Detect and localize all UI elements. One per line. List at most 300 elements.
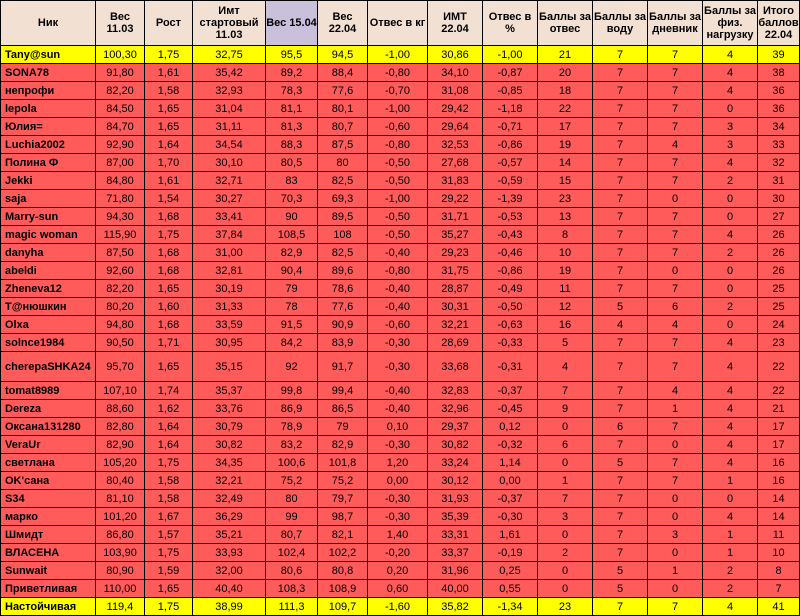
table-cell: 37,84 xyxy=(193,226,266,244)
table-cell: 32,83 xyxy=(428,382,483,400)
table-cell: 23 xyxy=(538,190,593,208)
table-cell: 7 xyxy=(593,598,648,616)
table-cell: -0,40 xyxy=(368,400,428,418)
table-cell: 2 xyxy=(703,172,758,190)
table-cell: 94,5 xyxy=(318,46,368,64)
table-cell: 7 xyxy=(648,352,703,382)
table-cell: 7 xyxy=(593,154,648,172)
table-cell: 1,61 xyxy=(145,172,193,190)
table-cell: -0,71 xyxy=(483,118,538,136)
table-row xyxy=(1,418,800,436)
table-cell: 88,3 xyxy=(266,136,318,154)
cell-nick: cherepaSHKA24 xyxy=(1,352,96,382)
table-cell: 94,80 xyxy=(96,316,145,334)
table-cell: 30,82 xyxy=(193,436,266,454)
table-cell: 36,29 xyxy=(193,508,266,526)
table-cell: 1,57 xyxy=(145,526,193,544)
table-cell: 33,76 xyxy=(193,400,266,418)
table-cell: 23 xyxy=(538,598,593,616)
table-cell: 12 xyxy=(538,298,593,316)
table-cell: 32,49 xyxy=(193,490,266,508)
table-cell: 30,10 xyxy=(193,154,266,172)
table-cell: 1,58 xyxy=(145,490,193,508)
table-cell: 3 xyxy=(703,136,758,154)
table-row xyxy=(1,544,800,562)
table-cell: 7 xyxy=(648,118,703,136)
table-cell: 1,75 xyxy=(145,454,193,472)
table-cell: 8 xyxy=(758,562,800,580)
cell-nick: VeraUr xyxy=(1,436,96,454)
table-cell: 90,4 xyxy=(266,262,318,280)
table-cell: 36 xyxy=(758,82,800,100)
table-cell: 91,7 xyxy=(318,352,368,382)
table-cell: 2 xyxy=(703,298,758,316)
table-row xyxy=(1,100,800,118)
cell-nick: tomat8989 xyxy=(1,382,96,400)
cell-nick: danyha xyxy=(1,244,96,262)
table-cell: 5 xyxy=(593,580,648,598)
table-cell: -0,33 xyxy=(483,334,538,352)
table-cell: 29,64 xyxy=(428,118,483,136)
table-cell: 11 xyxy=(538,280,593,298)
table-cell: 86,5 xyxy=(318,400,368,418)
table-cell: 5 xyxy=(538,334,593,352)
table-cell: 7 xyxy=(648,334,703,352)
table-cell: -0,40 xyxy=(368,298,428,316)
table-cell: 38,99 xyxy=(193,598,266,616)
table-cell: 34 xyxy=(758,118,800,136)
table-cell: 14 xyxy=(758,490,800,508)
table-row xyxy=(1,298,800,316)
table-cell: 81,10 xyxy=(96,490,145,508)
table-row xyxy=(1,400,800,418)
table-cell: 16 xyxy=(538,316,593,334)
cell-nick: Luchia2002 xyxy=(1,136,96,154)
table-cell: -0,37 xyxy=(483,490,538,508)
header-bmi-now: ИМТ 22.04 xyxy=(428,1,483,46)
table-cell: 91,5 xyxy=(266,316,318,334)
table-cell: 0 xyxy=(648,508,703,526)
table-cell: 2 xyxy=(703,562,758,580)
table-cell: 7 xyxy=(538,382,593,400)
table-cell: 83,2 xyxy=(266,436,318,454)
table-row xyxy=(1,154,800,172)
table-cell: 0 xyxy=(538,562,593,580)
table-cell: 31,96 xyxy=(428,562,483,580)
table-cell: 4 xyxy=(703,334,758,352)
table-row xyxy=(1,316,800,334)
table-cell: -0,63 xyxy=(483,316,538,334)
table-cell: 84,70 xyxy=(96,118,145,136)
table-cell: 30,27 xyxy=(193,190,266,208)
table-cell: 80,1 xyxy=(318,100,368,118)
table-cell: 82,5 xyxy=(318,244,368,262)
table-cell: 108,3 xyxy=(266,580,318,598)
table-cell: -0,60 xyxy=(368,118,428,136)
table-cell: 35,37 xyxy=(193,382,266,400)
table-row xyxy=(1,454,800,472)
table-cell: -0,40 xyxy=(368,244,428,262)
table-cell: 31,33 xyxy=(193,298,266,316)
table-cell: 111,3 xyxy=(266,598,318,616)
table-cell: 4 xyxy=(703,418,758,436)
table-cell: 1,61 xyxy=(145,64,193,82)
table-cell: -0,49 xyxy=(483,280,538,298)
cell-nick: Olxa xyxy=(1,316,96,334)
table-cell: 30,82 xyxy=(428,436,483,454)
table-cell: 32,21 xyxy=(428,316,483,334)
table-cell: 1,62 xyxy=(145,400,193,418)
table-cell: 17 xyxy=(758,436,800,454)
table-cell: 75,2 xyxy=(266,472,318,490)
table-cell: 7 xyxy=(593,436,648,454)
table-cell: 7 xyxy=(593,544,648,562)
table-cell: -0,30 xyxy=(368,490,428,508)
table-cell: 1,20 xyxy=(368,454,428,472)
table-cell: 27,68 xyxy=(428,154,483,172)
table-cell: -1,18 xyxy=(483,100,538,118)
table-cell: 89,5 xyxy=(318,208,368,226)
table-cell: 99,8 xyxy=(266,382,318,400)
table-cell: 0,20 xyxy=(368,562,428,580)
table-cell: 0 xyxy=(538,454,593,472)
table-cell: 2 xyxy=(703,580,758,598)
table-cell: 33,93 xyxy=(193,544,266,562)
table-cell: 6 xyxy=(648,298,703,316)
table-cell: 8 xyxy=(538,226,593,244)
table-cell: 80,8 xyxy=(318,562,368,580)
table-row xyxy=(1,334,800,352)
table-cell: 87,00 xyxy=(96,154,145,172)
table-cell: 13 xyxy=(538,208,593,226)
table-cell: 4 xyxy=(703,598,758,616)
table-cell: 30,79 xyxy=(193,418,266,436)
table-cell: 87,5 xyxy=(318,136,368,154)
cell-nick: Tany@sun xyxy=(1,46,96,64)
table-cell: 0 xyxy=(648,190,703,208)
cell-nick: Jekki xyxy=(1,172,96,190)
table-cell: 7 xyxy=(593,172,648,190)
table-cell: -0,50 xyxy=(368,208,428,226)
table-cell: 33,31 xyxy=(428,526,483,544)
table-cell: 29,23 xyxy=(428,244,483,262)
table-cell: 1,59 xyxy=(145,562,193,580)
table-cell: 1 xyxy=(648,562,703,580)
header-loss-kg: Отвес в кг xyxy=(368,1,428,46)
table-cell: 7 xyxy=(593,82,648,100)
cell-nick: S34 xyxy=(1,490,96,508)
cell-nick: Zheneva12 xyxy=(1,280,96,298)
table-cell: 92,60 xyxy=(96,262,145,280)
table-cell: 34,54 xyxy=(193,136,266,154)
table-cell: 4 xyxy=(703,64,758,82)
table-cell: 4 xyxy=(703,46,758,64)
table-cell: 7 xyxy=(648,598,703,616)
table-cell: 35,42 xyxy=(193,64,266,82)
table-cell: 7 xyxy=(593,136,648,154)
table-cell: 84,80 xyxy=(96,172,145,190)
table-cell: -0,20 xyxy=(368,544,428,562)
table-cell: 40,00 xyxy=(428,580,483,598)
table-cell: 32 xyxy=(758,154,800,172)
table-cell: 100,30 xyxy=(96,46,145,64)
table-cell: 5 xyxy=(593,562,648,580)
table-cell: 30,95 xyxy=(193,334,266,352)
table-cell: -0,50 xyxy=(368,172,428,190)
table-row xyxy=(1,598,800,616)
table-cell: 4 xyxy=(703,436,758,454)
table-cell: 14 xyxy=(538,154,593,172)
table-cell: 1,60 xyxy=(145,298,193,316)
cell-nick: saja xyxy=(1,190,96,208)
table-cell: -0,86 xyxy=(483,136,538,154)
table-cell: 98,7 xyxy=(318,508,368,526)
table-cell: 17 xyxy=(538,118,593,136)
table-cell: 1,65 xyxy=(145,100,193,118)
table-cell: 82,9 xyxy=(318,436,368,454)
table-cell: 31,83 xyxy=(428,172,483,190)
table-cell: 22 xyxy=(758,352,800,382)
table-cell: 33,68 xyxy=(428,352,483,382)
table-cell: 7 xyxy=(593,382,648,400)
table-cell: 0,25 xyxy=(483,562,538,580)
table-cell: 3 xyxy=(648,526,703,544)
table-cell: 109,7 xyxy=(318,598,368,616)
table-cell: 7 xyxy=(648,64,703,82)
table-cell: 79,7 xyxy=(318,490,368,508)
table-cell: 1,65 xyxy=(145,118,193,136)
table-cell: 78 xyxy=(266,298,318,316)
table-cell: 1,64 xyxy=(145,136,193,154)
table-cell: -0,59 xyxy=(483,172,538,190)
table-cell: 95,5 xyxy=(266,46,318,64)
table-cell: 75,2 xyxy=(318,472,368,490)
table-cell: 22 xyxy=(758,382,800,400)
table-body xyxy=(1,46,800,616)
table-cell: 89,6 xyxy=(318,262,368,280)
table-cell: -0,86 xyxy=(483,262,538,280)
table-cell: 82,20 xyxy=(96,82,145,100)
table-cell: 1,64 xyxy=(145,436,193,454)
table-cell: 86,9 xyxy=(266,400,318,418)
table-row xyxy=(1,172,800,190)
table-cell: 7 xyxy=(593,244,648,262)
table-row xyxy=(1,118,800,136)
table-row xyxy=(1,436,800,454)
table-cell: -0,50 xyxy=(368,154,428,172)
table-cell: 1,68 xyxy=(145,208,193,226)
table-cell: 0,55 xyxy=(483,580,538,598)
table-cell: 16 xyxy=(758,454,800,472)
table-cell: 10 xyxy=(538,244,593,262)
header-points-exercise: Баллы за физ. нагрузку xyxy=(703,1,758,46)
cell-nick: Приветливая xyxy=(1,580,96,598)
table-cell: -0,30 xyxy=(483,508,538,526)
table-cell: 39 xyxy=(758,46,800,64)
table-cell: 101,8 xyxy=(318,454,368,472)
table-cell: -0,80 xyxy=(368,64,428,82)
table-cell: 26 xyxy=(758,226,800,244)
table-cell: 1,58 xyxy=(145,82,193,100)
header-bmi-start: Имт стартовый 11.03 xyxy=(193,1,266,46)
table-cell: 32,81 xyxy=(193,262,266,280)
table-cell: 1,71 xyxy=(145,334,193,352)
table-cell: 18 xyxy=(538,82,593,100)
table-cell: -0,37 xyxy=(483,382,538,400)
cell-nick: Sunwait xyxy=(1,562,96,580)
table-cell: 32,93 xyxy=(193,82,266,100)
table-cell: 0 xyxy=(648,544,703,562)
table-row xyxy=(1,490,800,508)
header-row xyxy=(1,1,800,46)
table-cell: 119,4 xyxy=(96,598,145,616)
table-cell: 19 xyxy=(538,136,593,154)
cell-nick: OK'сана xyxy=(1,472,96,490)
table-cell: 89,2 xyxy=(266,64,318,82)
table-cell: 32,75 xyxy=(193,46,266,64)
table-cell: 82,1 xyxy=(318,526,368,544)
table-cell: 4 xyxy=(703,154,758,172)
cell-nick: Оксана131280 xyxy=(1,418,96,436)
table-cell: 30,86 xyxy=(428,46,483,64)
table-cell: 0 xyxy=(538,418,593,436)
table-cell: 7 xyxy=(593,100,648,118)
table-cell: 33,41 xyxy=(193,208,266,226)
table-cell: 30,31 xyxy=(428,298,483,316)
table-cell: 86,80 xyxy=(96,526,145,544)
table-cell: 99,4 xyxy=(318,382,368,400)
table-cell: 107,10 xyxy=(96,382,145,400)
table-row xyxy=(1,262,800,280)
table-cell: 1,68 xyxy=(145,244,193,262)
table-cell: 29,22 xyxy=(428,190,483,208)
table-cell: 1 xyxy=(703,526,758,544)
table-cell: 33,24 xyxy=(428,454,483,472)
table-row xyxy=(1,352,800,382)
table-cell: 31,71 xyxy=(428,208,483,226)
table-cell: 99 xyxy=(266,508,318,526)
table-cell: 83,9 xyxy=(318,334,368,352)
table-cell: 7 xyxy=(648,280,703,298)
table-cell: 4 xyxy=(703,82,758,100)
table-cell: 102,4 xyxy=(266,544,318,562)
table-cell: -1,60 xyxy=(368,598,428,616)
table-cell: 0 xyxy=(703,316,758,334)
table-cell: 1,68 xyxy=(145,262,193,280)
table-cell: 90,9 xyxy=(318,316,368,334)
table-cell: 0 xyxy=(538,580,593,598)
header-points-loss: Баллы за отвес xyxy=(538,1,593,46)
table-cell: 80,6 xyxy=(266,562,318,580)
table-cell: 5 xyxy=(593,454,648,472)
table-cell: 28,87 xyxy=(428,280,483,298)
table-cell: 7 xyxy=(593,472,648,490)
table-cell: -0,80 xyxy=(368,136,428,154)
table-cell: 7 xyxy=(593,226,648,244)
table-cell: 17 xyxy=(758,418,800,436)
table-cell: 77,6 xyxy=(318,298,368,316)
table-cell: 20 xyxy=(538,64,593,82)
table-cell: 41 xyxy=(758,598,800,616)
table-cell: 7 xyxy=(593,46,648,64)
table-cell: 7 xyxy=(648,208,703,226)
table-cell: -1,39 xyxy=(483,190,538,208)
table-cell: 7 xyxy=(593,190,648,208)
table-cell: 31,93 xyxy=(428,490,483,508)
table-cell: 4 xyxy=(648,316,703,334)
cell-nick: Dereza xyxy=(1,400,96,418)
table-cell: 100,6 xyxy=(266,454,318,472)
table-cell: 6 xyxy=(593,418,648,436)
cell-nick: lepola xyxy=(1,100,96,118)
table-cell: 83 xyxy=(266,172,318,190)
table-cell: -0,70 xyxy=(368,82,428,100)
table-row xyxy=(1,526,800,544)
table-cell: 33,37 xyxy=(428,544,483,562)
table-cell: 0 xyxy=(538,526,593,544)
table-cell: 0 xyxy=(703,262,758,280)
cell-nick: T@нюшкин xyxy=(1,298,96,316)
table-cell: 80,40 xyxy=(96,472,145,490)
table-row xyxy=(1,508,800,526)
table-cell: 0 xyxy=(703,280,758,298)
table-cell: 4 xyxy=(538,352,593,382)
table-cell: 7 xyxy=(648,100,703,118)
table-cell: 6 xyxy=(538,436,593,454)
table-cell: 7 xyxy=(593,352,648,382)
table-cell: 108,5 xyxy=(266,226,318,244)
table-row xyxy=(1,190,800,208)
cell-nick: solnce1984 xyxy=(1,334,96,352)
table-cell: 1,14 xyxy=(483,454,538,472)
table-cell: -0,57 xyxy=(483,154,538,172)
table-cell: 29,37 xyxy=(428,418,483,436)
table-cell: 38 xyxy=(758,64,800,82)
table-cell: 78,9 xyxy=(266,418,318,436)
table-cell: 90 xyxy=(266,208,318,226)
table-cell: 4 xyxy=(703,226,758,244)
table-cell: -0,19 xyxy=(483,544,538,562)
table-cell: 7 xyxy=(648,154,703,172)
table-cell: -0,46 xyxy=(483,244,538,262)
header-weight-start: Вес 11.03 xyxy=(96,1,145,46)
table-cell: 69,3 xyxy=(318,190,368,208)
table-cell: 3 xyxy=(703,118,758,136)
table-cell: 7 xyxy=(648,172,703,190)
table-cell: 35,15 xyxy=(193,352,266,382)
table-row xyxy=(1,580,800,598)
table-cell: 70,3 xyxy=(266,190,318,208)
table-cell: 7 xyxy=(648,418,703,436)
table-cell: 7 xyxy=(593,280,648,298)
table-cell: 79 xyxy=(266,280,318,298)
table-cell: 0 xyxy=(703,208,758,226)
cell-nick: марко xyxy=(1,508,96,526)
table-cell: 32,96 xyxy=(428,400,483,418)
table-cell: 4 xyxy=(703,382,758,400)
table-cell: -0,31 xyxy=(483,352,538,382)
table-cell: 82,90 xyxy=(96,436,145,454)
table-cell: 4 xyxy=(703,454,758,472)
table-cell: 91,80 xyxy=(96,64,145,82)
table-cell: 88,4 xyxy=(318,64,368,82)
table-cell: -0,30 xyxy=(368,334,428,352)
table-cell: 5 xyxy=(593,298,648,316)
table-cell: 7 xyxy=(593,262,648,280)
table-cell: 31,08 xyxy=(428,82,483,100)
cell-nick: ВЛАСЕНА xyxy=(1,544,96,562)
table-cell: 22 xyxy=(538,100,593,118)
